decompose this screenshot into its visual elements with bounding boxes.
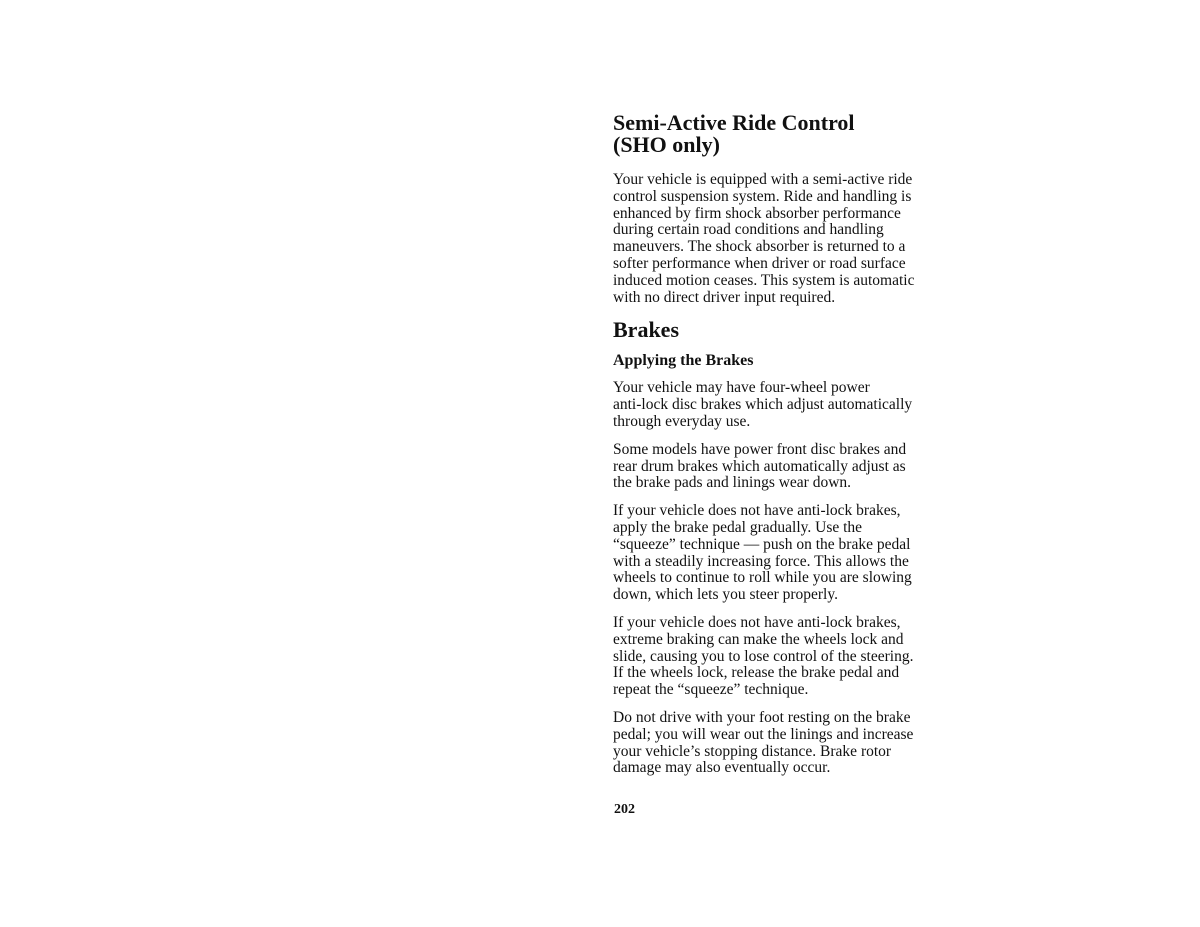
brakes-paragraph-1 [613, 380, 963, 430]
text-line: If the wheels lock, release the brake pedal and [613, 664, 900, 682]
text-line: with a steadily increasing force. This allows the [613, 552, 909, 570]
brakes-paragraph-4 [613, 615, 963, 699]
title-line: (SHO only) [613, 132, 720, 157]
text-line: during certain road conditions and handling [613, 221, 884, 239]
text-line: Do not drive with your foot resting on the brake [613, 708, 911, 726]
brakes-paragraph-3 [613, 503, 963, 604]
text-line: the brake pads and linings wear down. [613, 474, 852, 492]
text-line: Your vehicle is equipped with a semi-active ride [613, 171, 913, 188]
text-line: with no direct driver input required. [613, 288, 836, 306]
subsection-title-applying-brakes: Applying the Brakes [613, 352, 754, 370]
text-line: repeat the “squeeze” technique. [613, 681, 809, 699]
text-line: If your vehicle does not have anti-lock brakes, [613, 613, 901, 631]
text-line: softer performance when driver or road surface [613, 254, 906, 272]
text-line: through everyday use. [613, 412, 751, 430]
text-line: your vehicle’s stopping distance. Brake rotor [613, 742, 892, 760]
text-line: If your vehicle does not have anti-lock brakes, [613, 502, 901, 520]
text-line: extreme braking can make the wheels lock and [613, 630, 904, 648]
brakes-paragraph-5 [613, 710, 963, 777]
title-line: Semi-Active Ride Control [613, 110, 855, 135]
page-content [613, 112, 963, 777]
text-line: slide, causing you to lose control of the steering. [613, 647, 914, 665]
brakes-paragraph-2 [613, 442, 963, 492]
page-number: 202 [614, 802, 635, 817]
section-title-ride-control [613, 112, 963, 156]
text-line: anti-lock disc brakes which adjust automatically [613, 396, 913, 414]
text-line: “squeeze” technique — push on the brake pedal [613, 535, 911, 553]
text-line: maneuvers. The shock absorber is returned to a [613, 238, 906, 256]
text-line: Some models have power front disc brakes and [613, 440, 907, 458]
text-line: enhanced by firm shock absorber performance [613, 204, 901, 222]
text-line: rear drum brakes which automatically adjust as [613, 457, 906, 475]
text-line: wheels to continue to roll while you are slowing [613, 569, 912, 587]
text-line: pedal; you will wear out the linings and increase [613, 725, 914, 743]
text-line: induced motion ceases. This system is automatic [613, 271, 915, 289]
text-line: apply the brake pedal gradually. Use the [613, 518, 863, 536]
ride-control-paragraph [613, 172, 963, 306]
text-line: Your vehicle may have four-wheel power [613, 379, 870, 397]
text-line: down, which lets you steer properly. [613, 586, 838, 604]
section-title-brakes: Brakes [613, 317, 679, 343]
text-line: damage may also eventually occur. [613, 759, 831, 777]
text-line: control suspension system. Ride and handling is [613, 187, 912, 205]
